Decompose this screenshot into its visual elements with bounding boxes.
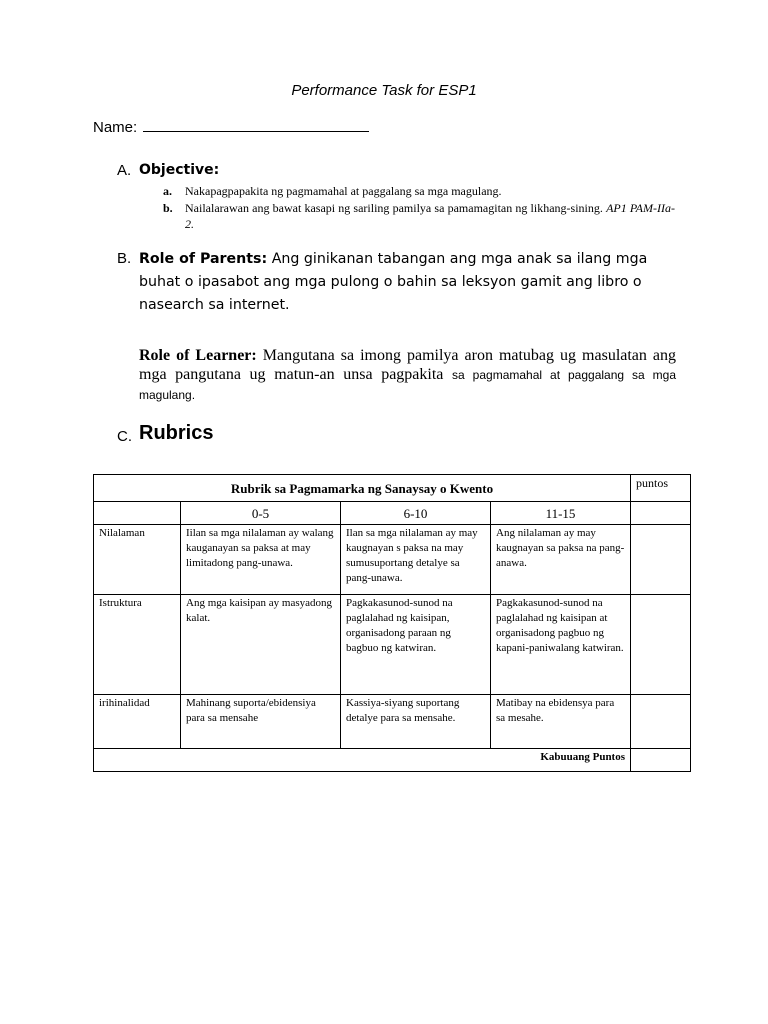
- objective-b-letter: b.: [163, 201, 173, 215]
- rubric-criterion: Nilalaman: [94, 525, 181, 595]
- rubric-band-empty: [94, 502, 181, 525]
- role-of-learner-label: Role of Learner:: [139, 347, 257, 364]
- rubric-cell: Kassiya-siyang suportang detalye para sa mensahe.: [341, 695, 491, 749]
- objective-a-letter: a.: [163, 184, 172, 198]
- rubric-points-cell[interactable]: [631, 695, 691, 749]
- document-title: Performance Task for ESP1: [291, 82, 477, 99]
- rubric-table: [93, 474, 691, 772]
- section-c-heading: Rubrics: [139, 422, 214, 444]
- rubric-criterion: irihinalidad: [94, 695, 181, 749]
- objective-b: [185, 200, 675, 232]
- table-row: [94, 695, 691, 749]
- section-c-letter: C.: [117, 428, 132, 445]
- table-row: [94, 525, 691, 595]
- rubric-criterion: Istruktura: [94, 595, 181, 695]
- rubric-total-label: Kabuuang Puntos: [94, 749, 631, 772]
- rubric-points-header: puntos: [631, 475, 691, 502]
- role-of-parents-text: Ang ginikanan tabangan ang mga anak sa ilang mga buhat o ipasabot ang mga pulong o bahin sa leksyon gamit ang libro o nasearch sa internet.: [139, 251, 648, 313]
- rubric-cell: Ilan sa mga nilalaman ay may kaugnayan s paksa na may sumusuportang detalye sa pang-unawa.: [341, 525, 491, 595]
- name-field: [93, 117, 369, 136]
- role-of-parents-label: Role of Parents:: [139, 251, 268, 267]
- objective-b-text: Nailalarawan ang bawat kasapi ng sariling pamilya sa pamamagitan ng likhang-sining.: [185, 201, 603, 215]
- rubric-band-row: [94, 502, 691, 525]
- rubric-caption-row: [94, 475, 691, 502]
- objective-b-code: AP1 PAM-IIa-2.: [185, 201, 675, 231]
- rubric-band: 6-10: [341, 502, 491, 525]
- rubric-band: 11-15: [491, 502, 631, 525]
- role-of-parents: [139, 248, 659, 317]
- rubric-cell: Ang nilalaman ay may kaugnayan sa paksa na pang-anawa.: [491, 525, 631, 595]
- rubric-total-row: [94, 749, 691, 772]
- rubric-points-cell[interactable]: [631, 525, 691, 595]
- role-of-learner-text-small: sa pagmamahal at paggalang sa mga magulang.: [139, 368, 677, 402]
- rubric-points-cell[interactable]: [631, 595, 691, 695]
- rubric-total-cell[interactable]: [631, 749, 691, 772]
- table-row: [94, 595, 691, 695]
- objective-a-text: Nakapagpapakita ng pagmamahal at paggalang sa mga magulang.: [185, 184, 502, 198]
- rubric-cell: Matibay na ebidensya para sa mesahe.: [491, 695, 631, 749]
- rubric-cell: Pagkakasunod-sunod na paglalahad ng kaisipan at organisadong pagbuo ng kapani-paniwalang katwiran.: [491, 595, 631, 695]
- section-a-letter: A.: [117, 162, 132, 179]
- section-b-letter: B.: [117, 250, 132, 267]
- rubric-cell: Ang mga kaisipan ay masyadong kalat.: [181, 595, 341, 695]
- section-a-heading: Objective:: [139, 162, 220, 178]
- rubric-cell: Iilan sa mga nilalaman ay walang kauganayan sa paksa at may limitadong pang-unawa.: [181, 525, 341, 595]
- rubric-band: 0-5: [181, 502, 341, 525]
- role-of-learner-text: Mangutana sa imong pamilya aron matubag ug masulatan ang mga pangutana ug matun-an unsa pagpakita: [139, 347, 677, 383]
- role-of-learner: [139, 346, 676, 405]
- rubric-cell: Pagkakasunod-sunod na paglalahad ng kaisipan, organisadong paraan ng bagbuo ng katwiran.: [341, 595, 491, 695]
- rubric-cell: Mahinang suporta/ebidensiya para sa mensahe: [181, 695, 341, 749]
- rubric-caption: Rubrik sa Pagmamarka ng Sanaysay o Kwento: [94, 475, 631, 502]
- name-label: Name:: [93, 119, 138, 136]
- name-blank-line[interactable]: [143, 117, 369, 132]
- rubric-points-cell[interactable]: [631, 502, 691, 525]
